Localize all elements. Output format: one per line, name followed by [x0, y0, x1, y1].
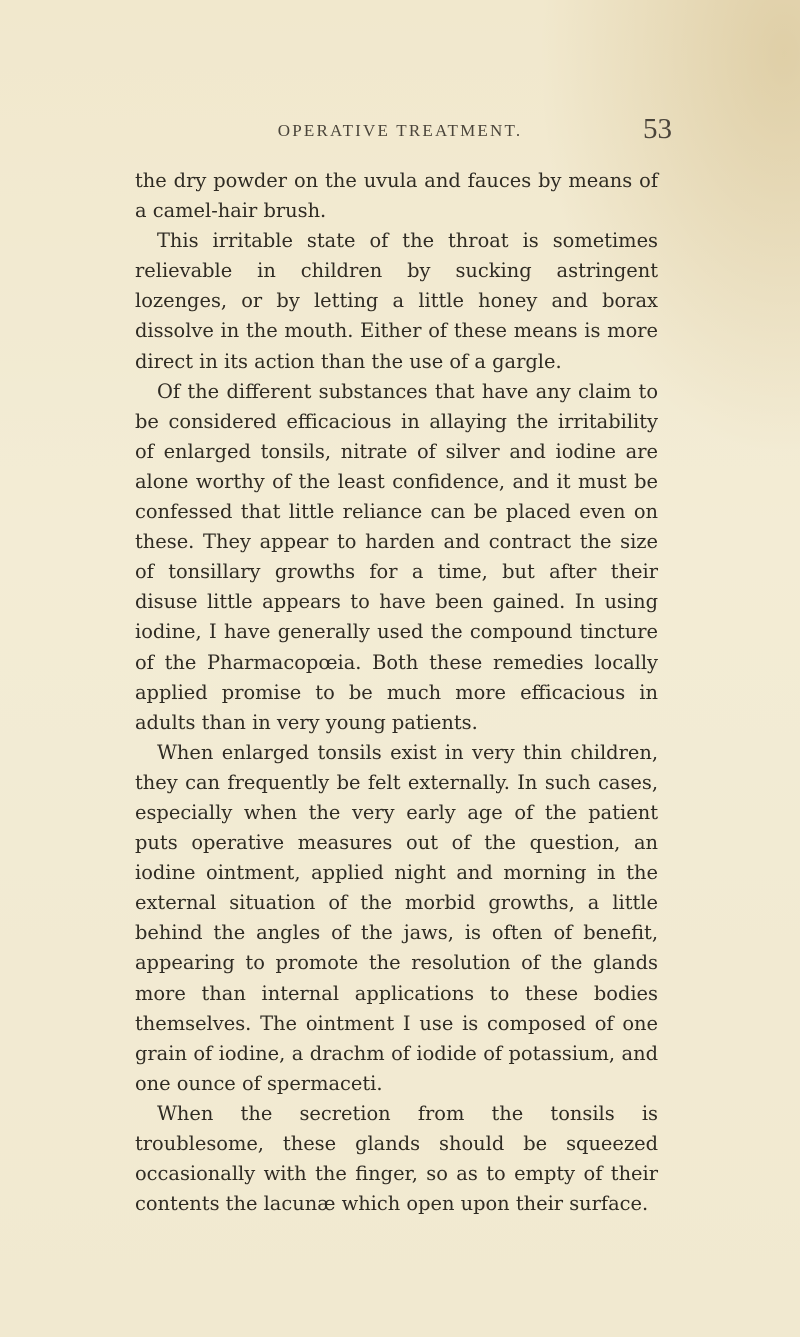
paragraph-substances: Of the different substances that have any claim to be considered efficacious in allaying the irritability of enlarged tonsils, nitrate of silver and iodine are alone worthy of the least confidence, and it must be confessed that little reliance can be placed even on these. They appear to harden and contract the size of tonsillary growths for a time, but after their disuse little appears to have been gained. In using iodine, I have generally used the compound tincture of the Pharmacopœia. Both these remedies locally applied promise to be much more efficacious in adults than in very young patients.	[135, 379, 658, 734]
paragraph-iodine-ointment: When enlarged tonsils exist in very thin children, they can frequently be felt externally. In such cases, especially when the very early age of the patient puts operative measures out of the question, an iodine ointment, applied night and morning in the external situation of the morbid growths, a little behind the angles of the jaws, is often of benefit, appearing to promote the resolution of the glands more than internal applications to these bodies themselves. The ointment I use is composed of one grain of iodine, a drachm of iodide of potassium, and one ounce of spermaceti.	[135, 740, 658, 1095]
paragraph-secretion: When the secretion from the tonsils is troublesome, these glands should be squeezed occasionally with the finger, so as to empty of their contents the lacunæ which open upon their surface.	[135, 1101, 658, 1216]
page-header	[0, 113, 800, 153]
page-number: 53	[643, 113, 672, 145]
paragraph-irritable-throat: This irritable state of the throat is sometimes relievable in children by sucking astringent lozenges, or by letting a little honey and borax dissolve in the mouth. Either of these means is more direct in its action than the use of a gargle.	[135, 229, 658, 373]
body-text	[135, 166, 658, 1219]
paragraph-continuation: the dry powder on the uvula and fauces by means of a camel-hair brush.	[135, 169, 658, 223]
running-head: OPERATIVE TREATMENT.	[277, 121, 523, 140]
